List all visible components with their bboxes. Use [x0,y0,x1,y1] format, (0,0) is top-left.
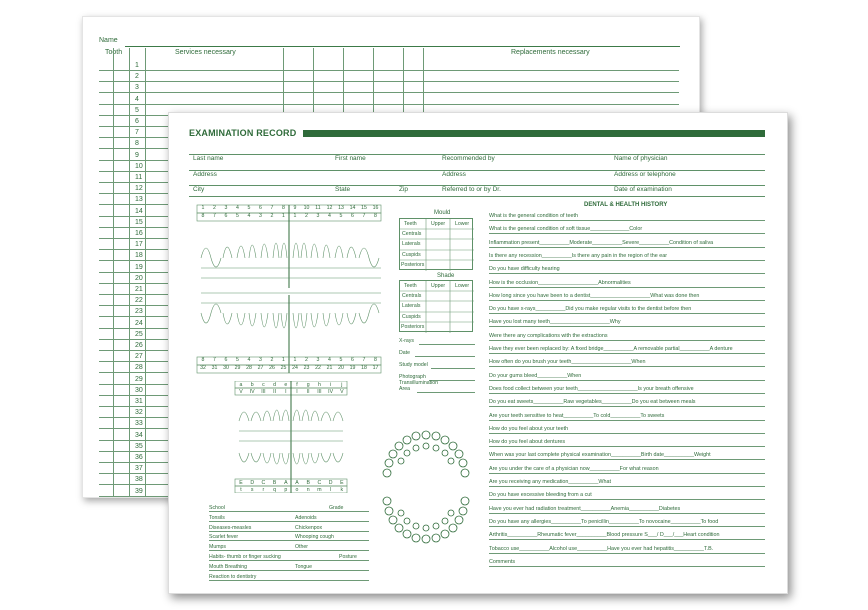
tooth-number: 7 [362,357,366,363]
answer-line[interactable] [489,486,765,487]
physician-label: Name of physician [614,155,668,162]
tooth-number: 4 [328,357,331,363]
mould-row: Centrals [402,231,422,237]
tooth-number: 8 [374,357,377,363]
tooth-letter: p [284,486,288,493]
tooth-number: 4 [236,205,239,211]
tooth-header: Tooth [105,49,123,56]
tooth-letter: III [317,388,322,395]
tooth-number: 34 [135,431,143,439]
tooth-number: 23 [303,365,310,371]
tooth-number: 7 [213,213,216,219]
medical-field-label: Tonsils [209,514,225,521]
tooth-letter: B [272,479,277,486]
answer-line[interactable] [489,300,765,301]
tooth-number: 6 [224,213,228,219]
tooth-letter: g [306,381,310,388]
tooth-number: 5 [339,357,343,363]
tooth-number: 38 [135,476,143,484]
tooth-number: 6 [351,357,354,363]
primary-teeth-chart[interactable] [233,381,349,493]
answer-line[interactable] [489,553,765,554]
shade-row: Posteriors [401,324,425,330]
tooth-letter: D [250,479,255,486]
history-question: How is the occlusion____________________Abnormalities [489,279,631,286]
tooth-letter: C [261,479,266,486]
tooth-number: 25 [135,330,143,338]
tooth-number: 29 [234,365,241,371]
tooth-number: 2 [305,357,308,363]
medical-field-line[interactable] [209,560,369,561]
medical-field-label: Posture [339,554,357,560]
tooth-number: 22 [315,365,321,371]
tooth-number: 3 [135,84,139,92]
field-line[interactable] [189,154,765,155]
tooth-letter: f [296,381,298,388]
tooth-number: 2 [213,205,216,211]
tooth-letter: D [328,479,333,486]
tooth-number: 24 [292,365,298,371]
tooth-number: 11 [135,174,143,181]
answer-line[interactable] [489,393,765,394]
tooth-number: 37 [135,465,143,473]
table-row[interactable] [99,82,679,93]
history-question: When was your last complete physical examination__________Birth date__________Weight [489,452,711,459]
tooth-number: 26 [269,365,275,371]
tooth-number: 5 [339,213,343,219]
tooth-number: 4 [247,357,251,363]
tooth-letter: II [273,388,277,395]
tooth-number: 8 [282,205,285,211]
answer-line[interactable] [489,340,765,341]
tooth-letter: e [284,381,288,388]
answer-line[interactable] [489,513,765,514]
date-line[interactable] [415,356,475,357]
tooth-number: 2 [135,73,139,81]
tooth-number: 15 [361,205,367,211]
tooth-number: 20 [338,365,344,371]
history-question: How do you feel about dentures [489,439,566,446]
history-question: How do you feel about your teeth [489,425,569,432]
permanent-teeth-drawing [193,203,385,375]
mould-col: Lower [455,221,470,227]
medical-field-label: Whooping cough [295,534,334,541]
tooth-number: 12 [326,205,333,211]
tooth-number: 30 [223,365,229,371]
history-question: What is the general condition of teeth [489,213,579,219]
medical-field-label: Habits- thumb or finger sucking [209,554,281,560]
tooth-number: 7 [362,213,366,219]
tooth-letter: A [284,479,288,486]
mould-row: Laterals [402,241,421,247]
tooth-number: 8 [374,213,377,219]
history-question: How long since you have been to a dentist____________________What was done then [489,292,700,299]
tooth-letter: k [340,486,344,493]
history-question: Have they ever been replaced by: A fixed bridge__________A removable partial__________A denture [489,346,733,352]
medical-field-label: School [209,505,225,511]
tooth-number: 4 [247,213,251,219]
tooth-letter: B [306,479,310,486]
tooth-number: 5 [236,357,239,363]
medical-field-line[interactable] [209,570,369,571]
tooth-letter: IV [249,388,255,395]
tooth-number: 14 [349,205,356,211]
exam-date-label: Date of examination [614,186,672,193]
history-question: Tobacco use__________Alcohol use__________Have you ever had hepatitis__________T.B. [489,545,714,552]
xrays-line[interactable] [419,344,475,345]
answer-line[interactable] [489,459,765,460]
answer-line[interactable] [489,473,765,474]
tooth-number: 7 [213,357,216,363]
tooth-number: 3 [316,213,320,219]
tooth-number: 3 [259,213,262,219]
recommended-by-label: Recommended by [442,155,495,162]
tooth-letter: IV [328,388,334,395]
tooth-number: 2 [305,213,308,219]
history-question: Are you under the care of a physician now__________For what reason [489,465,659,472]
medical-field-label: Scarlet fever [209,534,239,541]
tooth-number: 35 [135,442,143,450]
address-label-2: Address [442,171,466,178]
tooth-letter: h [317,381,321,388]
field-line[interactable] [189,185,765,186]
history-question: Do you have any allergies__________To penicillin__________To novocaine__________To food [489,518,719,525]
tooth-letter: II [306,388,310,395]
tooth-number: 10 [135,162,143,170]
history-question: Is there any recession__________Is there any pain in the region of the ear [489,252,668,259]
tooth-letter: E [239,479,243,486]
tooth-letter: q [273,486,277,493]
shade-col: Upper [431,283,446,289]
tooth-number: 8 [135,140,139,148]
first-name-label: First name [335,155,366,162]
answer-line[interactable] [489,539,765,540]
tooth-number: 30 [135,386,143,394]
tooth-number: 33 [135,420,143,428]
answer-line[interactable] [489,446,765,447]
tooth-letter: I [285,388,287,395]
form-title: EXAMINATION RECORD [189,128,297,138]
transillumination-label: Transillumination [399,380,439,386]
name-label: Name [99,37,118,44]
answer-line[interactable] [489,260,765,261]
replacements-header: Replacements necessary [511,49,590,56]
shade-table[interactable] [399,280,473,332]
answer-line[interactable] [489,273,765,274]
history-question: Are your teeth sensitive to heat__________To cold__________To sweets [489,412,665,419]
medical-field-label: Grade [329,505,344,511]
history-question: Comments [489,558,516,565]
tooth-letter: E [340,479,344,486]
field-line[interactable] [189,170,765,171]
last-name-label: Last name [193,155,224,162]
answer-line[interactable] [489,220,765,221]
tooth-letter: A [295,479,299,486]
tooth-letter: c [262,381,265,388]
tooth-number: 18 [135,252,143,260]
area-line[interactable] [417,392,475,393]
tooth-letter: V [340,388,344,395]
tooth-number: 32 [135,409,143,417]
tooth-number: 28 [246,365,252,371]
tooth-letter: r [262,486,265,493]
medical-field-label: Mouth Breathing [209,563,248,570]
medical-field-line[interactable] [209,511,369,512]
tooth-number: 7 [135,129,139,137]
mould-title: Mould [434,210,451,216]
tooth-number: 26 [135,342,143,349]
shade-row: Centrals [402,293,422,299]
history-question: Do you have difficulty hearing [489,266,560,273]
history-question: Are you receiving any medication__________What [489,479,611,485]
shade-col: Lower [455,283,470,289]
address-telephone-label: Address or telephone [614,171,676,178]
medical-field-line[interactable] [209,550,369,551]
history-question: What is the general condition of soft tissue_____________Color [489,226,643,233]
date-label: Date [399,350,410,356]
tooth-number: 6 [351,213,354,219]
tooth-number: 13 [135,196,143,204]
tooth-number: 6 [224,357,228,363]
history-question: Have you lost many teeth____________________Why [489,319,621,326]
tooth-number: 31 [211,365,218,371]
tooth-number: 8 [201,213,205,219]
city-label: City [193,186,205,193]
mould-row: Cuspids [402,252,421,258]
title-bar [303,130,765,137]
tooth-letter: b [250,381,254,388]
table-row[interactable] [99,60,679,71]
tooth-number: 2 [270,213,274,219]
tooth-letter: t [240,486,242,493]
tooth-number: 10 [303,205,310,211]
tooth-letter: j [341,381,343,388]
tooth-number: 31 [135,398,143,405]
medical-field-label: Diseases-measles [209,524,252,531]
study-model-line[interactable] [431,368,475,369]
tooth-number: 3 [259,357,262,363]
tooth-letter: C [317,479,322,486]
history-title: DENTAL & HEALTH HISTORY [584,202,668,208]
tooth-number: 13 [338,205,344,211]
tooth-number: 27 [135,353,143,361]
mould-row: Posteriors [401,262,425,268]
shade-title: Shade [437,273,455,279]
tooth-number: 21 [326,365,333,371]
answer-line[interactable] [489,287,765,288]
tooth-number: 29 [135,375,143,383]
history-question: How often do you brush your teeth____________________When [489,359,646,366]
medical-field-label: Chickenpox [295,524,323,531]
referred-label: Referred to or by Dr. [442,186,501,193]
tooth-letter: d [273,381,277,388]
tooth-number: 32 [200,365,206,371]
answer-line[interactable] [489,326,765,327]
tooth-number: 24 [135,319,143,327]
history-question: Do you eat sweets__________Raw vegetables__________Do you eat between meals [489,399,696,406]
services-header: Services necessary [175,49,236,56]
tooth-letter: i [330,381,332,388]
study-model-label: Study model [399,362,428,368]
medical-field-line[interactable] [209,521,369,522]
mould-table[interactable] [399,218,473,270]
tooth-number: 23 [135,308,143,316]
answer-line[interactable] [489,380,765,381]
tooth-number: 16 [372,205,379,211]
tooth-number: 11 [315,205,321,211]
tooth-letter: III [261,388,266,395]
answer-line[interactable] [489,499,765,500]
answer-line[interactable] [489,233,765,234]
tooth-number: 4 [135,95,139,103]
tooth-number: 1 [293,213,297,219]
state-label: State [335,186,351,193]
tooth-number: 22 [135,297,143,305]
tooth-number: 27 [257,365,264,371]
tooth-number: 1 [135,62,139,69]
mould-col: Teeth [404,221,417,227]
tooth-number: 9 [293,205,297,211]
tooth-number: 25 [280,365,287,371]
shade-col: Teeth [404,283,417,289]
tooth-letter: n [306,486,310,493]
mould-col: Upper [431,221,446,227]
medical-field-line[interactable] [209,580,369,581]
answer-line[interactable] [489,366,765,367]
answer-line[interactable] [489,406,765,407]
medical-field-line[interactable] [209,540,369,541]
tooth-number: 3 [224,205,228,211]
tooth-number: 19 [349,365,356,371]
medical-field-label: Adenoids [295,514,317,521]
history-question: Do you have excessive bleeding from a cut [489,492,592,499]
shade-row: Laterals [402,303,421,309]
tooth-number: 28 [135,364,143,372]
tooth-number: 1 [282,357,285,363]
tooth-number: 20 [135,274,143,282]
answer-line[interactable] [489,313,765,314]
address-label: Address [193,171,217,178]
tooth-letter: m [317,486,322,493]
tooth-number: 5 [135,106,139,114]
name-line[interactable] [125,46,680,47]
tooth-number: 6 [135,118,139,125]
tooth-number: 2 [270,357,274,363]
area-label: Area [399,386,410,392]
tooth-number: 7 [270,205,274,211]
answer-line[interactable] [489,526,765,527]
tooth-number: 1 [282,213,285,219]
medical-field-label: Mumps [209,544,227,551]
tooth-number: 5 [247,205,251,211]
tooth-number: 36 [135,454,143,461]
primary-teeth-drawing [233,381,349,493]
tooth-number: 1 [201,205,205,211]
tooth-letter: s [250,486,254,493]
dental-arch-diagram[interactable] [377,413,477,561]
history-question: Inflammation present__________Moderate__________Severe__________Condition of saliva [489,239,714,246]
tooth-number: 18 [361,365,367,371]
answer-line[interactable] [489,420,765,421]
tooth-number: 21 [135,286,143,293]
history-question: Do you have x-rays__________Did you make regular visits to the dentist before then [489,306,692,313]
answer-line[interactable] [489,353,765,354]
history-question: Were there any complications with the extractions [489,332,608,339]
history-question: Arthritis__________Rheumatic fever__________Blood pressure S___/ D___/___Heart condition [489,532,720,539]
zip-label: Zip [399,186,409,193]
photograph-label: Photograph [399,374,426,380]
tooth-number: 19 [135,263,143,271]
tooth-letter: l [330,486,332,493]
answer-line[interactable] [489,566,765,567]
history-question: Does food collect between your teeth____________________Is your breath offensive [489,385,694,392]
tooth-number: 9 [135,151,139,159]
tooth-number: 39 [135,487,143,495]
tooth-number: 3 [316,357,320,363]
permanent-teeth-chart[interactable] [193,203,385,375]
tooth-number: 8 [201,357,205,363]
medical-field-label: Other [295,544,308,551]
medical-field-line[interactable] [209,531,369,532]
answer-line[interactable] [489,433,765,434]
tooth-number: 15 [135,218,143,226]
tooth-number: 17 [135,241,143,249]
shade-row: Cuspids [402,314,421,320]
tooth-number: 5 [236,213,239,219]
table-row[interactable] [99,71,679,82]
tooth-number: 4 [328,213,331,219]
field-line[interactable] [189,196,765,197]
tooth-letter: a [239,381,243,388]
tooth-number: 14 [135,207,143,215]
tooth-number: 1 [293,357,297,363]
xrays-label: X-rays [399,338,414,344]
front-sheet [168,112,788,594]
answer-line[interactable] [489,247,765,248]
tooth-letter: o [295,486,299,493]
medical-field-label: Tongue [295,563,313,570]
history-question: Have you ever had radiation treatment__________Anemia__________Diabetes [489,505,681,512]
tooth-number: 16 [135,230,143,237]
tooth-number: 12 [135,185,143,193]
table-row[interactable] [99,94,679,105]
tooth-letter: I [296,388,298,395]
tooth-letter: V [239,388,243,395]
medical-field-label: Reaction to dentistry [209,573,257,580]
history-question: Do your gums bleed__________When [489,372,582,379]
tooth-number: 17 [372,365,379,371]
tooth-number: 6 [259,205,262,211]
